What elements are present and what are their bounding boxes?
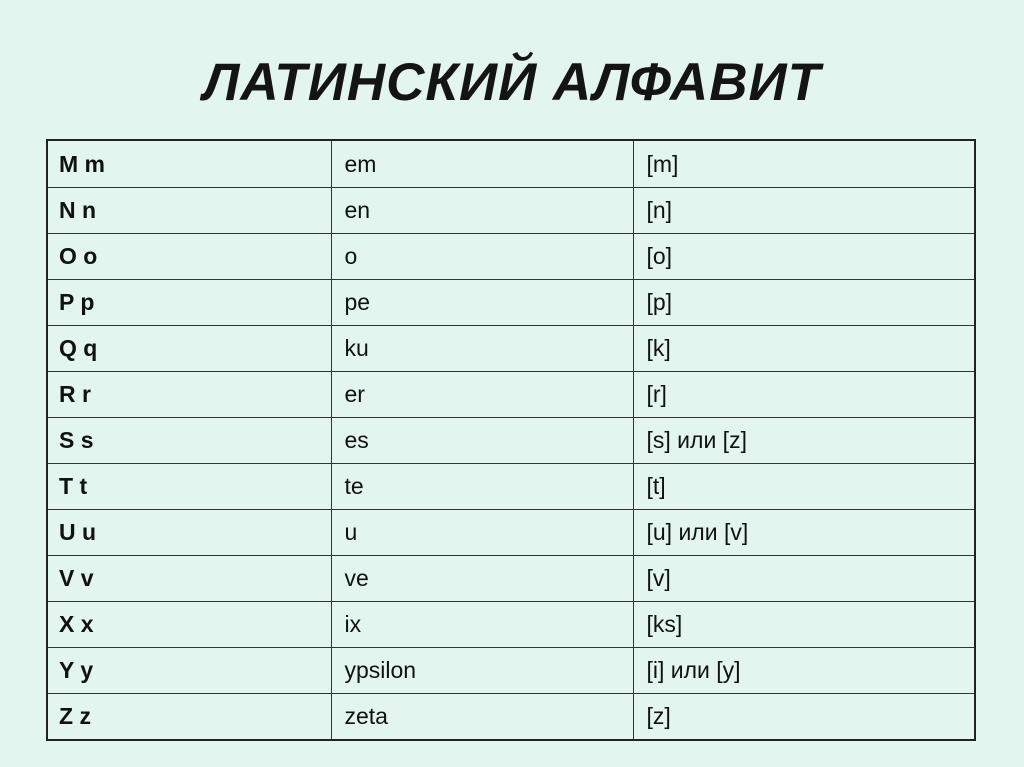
alphabet-table xyxy=(46,139,976,741)
name-cell: er xyxy=(331,372,633,418)
alphabet-table-body xyxy=(47,140,975,740)
name-cell: zeta xyxy=(331,694,633,741)
letter-cell: R r xyxy=(47,372,331,418)
name-cell: es xyxy=(331,418,633,464)
letter-cell: V v xyxy=(47,556,331,602)
letter-cell: U u xyxy=(47,510,331,556)
table-row xyxy=(47,326,975,372)
sound-cell: [ks] xyxy=(633,602,975,648)
page-title: ЛАТИНСКИЙ АЛФАВИТ xyxy=(203,53,821,112)
sound-cell: [i] или [y] xyxy=(633,648,975,694)
name-cell: em xyxy=(331,140,633,188)
letter-cell: T t xyxy=(47,464,331,510)
table-row xyxy=(47,372,975,418)
sound-cell: [u] или [v] xyxy=(633,510,975,556)
name-cell: en xyxy=(331,188,633,234)
sound-cell: [v] xyxy=(633,556,975,602)
name-cell: ypsilon xyxy=(331,648,633,694)
sound-cell: [m] xyxy=(633,140,975,188)
letter-cell: M m xyxy=(47,140,331,188)
table-row xyxy=(47,140,975,188)
sound-cell: [k] xyxy=(633,326,975,372)
table-row xyxy=(47,234,975,280)
sound-cell: [n] xyxy=(633,188,975,234)
alphabet-table-container xyxy=(46,139,974,741)
letter-cell: S s xyxy=(47,418,331,464)
table-row xyxy=(47,464,975,510)
table-row xyxy=(47,418,975,464)
sound-cell: [o] xyxy=(633,234,975,280)
sound-cell: [r] xyxy=(633,372,975,418)
table-row xyxy=(47,188,975,234)
name-cell: ve xyxy=(331,556,633,602)
table-row xyxy=(47,694,975,741)
name-cell: te xyxy=(331,464,633,510)
name-cell: o xyxy=(331,234,633,280)
letter-cell: P p xyxy=(47,280,331,326)
sound-cell: [z] xyxy=(633,694,975,741)
sound-cell: [p] xyxy=(633,280,975,326)
name-cell: ix xyxy=(331,602,633,648)
name-cell: u xyxy=(331,510,633,556)
table-row xyxy=(47,280,975,326)
table-row xyxy=(47,602,975,648)
letter-cell: X x xyxy=(47,602,331,648)
table-row xyxy=(47,556,975,602)
letter-cell: Y y xyxy=(47,648,331,694)
name-cell: pe xyxy=(331,280,633,326)
letter-cell: N n xyxy=(47,188,331,234)
letter-cell: O o xyxy=(47,234,331,280)
sound-cell: [t] xyxy=(633,464,975,510)
letter-cell: Q q xyxy=(47,326,331,372)
letter-cell: Z z xyxy=(47,694,331,741)
sound-cell: [s] или [z] xyxy=(633,418,975,464)
table-row xyxy=(47,510,975,556)
table-row xyxy=(47,648,975,694)
name-cell: ku xyxy=(331,326,633,372)
